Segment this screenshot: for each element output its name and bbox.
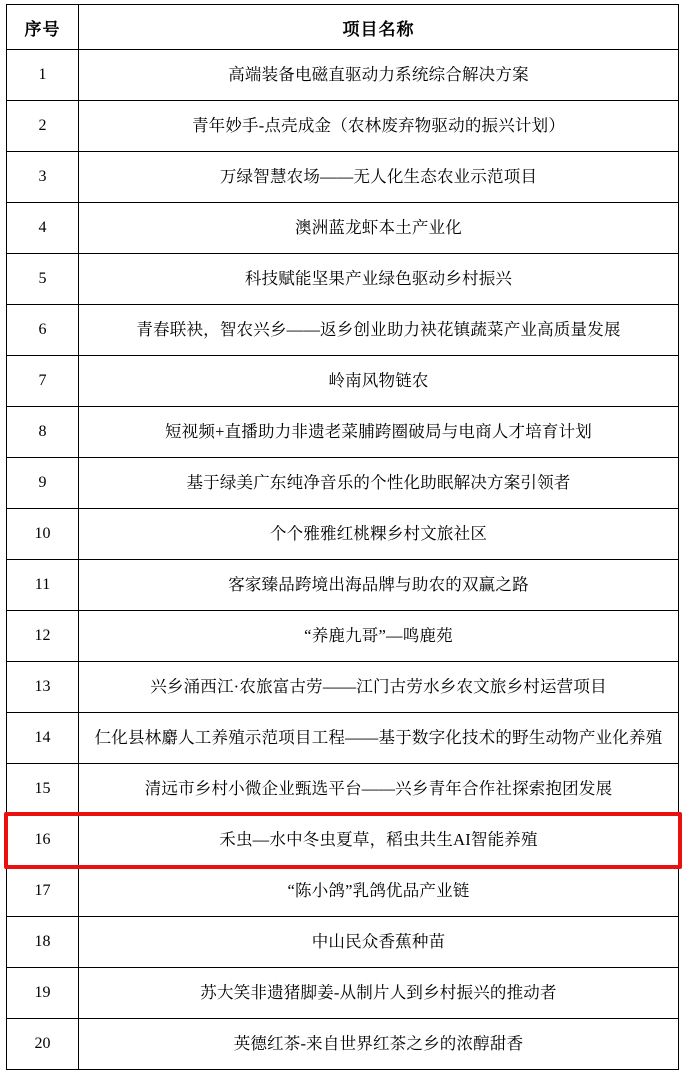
- row-project-name-cell: 万绿智慧农场——无人化生态农业示范项目: [79, 152, 679, 203]
- column-header-project-name: 项目名称: [79, 5, 679, 50]
- table-header: [7, 5, 679, 50]
- table-row: [7, 866, 679, 917]
- row-project-name-cell: 清远市乡村小微企业甄选平台——兴乡青年合作社探索抱团发展: [79, 764, 679, 815]
- row-project-name-cell: 禾虫—水中冬虫夏草，稻虫共生AI智能养殖: [79, 815, 679, 866]
- row-index-cell: 13: [7, 662, 79, 713]
- row-index-cell: 8: [7, 407, 79, 458]
- row-project-name-cell: 岭南风物链农: [79, 356, 679, 407]
- row-project-name-cell: 科技赋能坚果产业绿色驱动乡村振兴: [79, 254, 679, 305]
- row-project-name-cell: 仁化县林麝人工养殖示范项目工程——基于数字化技术的野生动物产业化养殖: [79, 713, 679, 764]
- row-project-name-cell: 苏大笑非遗猪脚姜-从制片人到乡村振兴的推动者: [79, 968, 679, 1019]
- row-index-cell: 10: [7, 509, 79, 560]
- table-row: [7, 305, 679, 356]
- table-row: [7, 203, 679, 254]
- table-row: [7, 509, 679, 560]
- table-row: [7, 50, 679, 101]
- row-index-cell: 12: [7, 611, 79, 662]
- table-row: [7, 764, 679, 815]
- row-index-cell: 4: [7, 203, 79, 254]
- row-index-cell: 6: [7, 305, 79, 356]
- table-row: [7, 356, 679, 407]
- row-index-cell: 16: [7, 815, 79, 866]
- table-row: [7, 407, 679, 458]
- row-index-cell: 11: [7, 560, 79, 611]
- row-project-name-cell: 英德红茶-来自世界红茶之乡的浓醇甜香: [79, 1019, 679, 1070]
- row-project-name-cell: 客家臻品跨境出海品牌与助农的双赢之路: [79, 560, 679, 611]
- table-row: [7, 1019, 679, 1070]
- row-index-cell: 5: [7, 254, 79, 305]
- table-row: [7, 662, 679, 713]
- row-index-cell: 1: [7, 50, 79, 101]
- row-project-name-cell: “养鹿九哥”—鸣鹿苑: [79, 611, 679, 662]
- table-row: [7, 152, 679, 203]
- row-project-name-cell: 基于绿美广东纯净音乐的个性化助眠解决方案引领者: [79, 458, 679, 509]
- row-index-cell: 15: [7, 764, 79, 815]
- table-row: [7, 101, 679, 152]
- table-row: [7, 254, 679, 305]
- row-index-cell: 2: [7, 101, 79, 152]
- row-index-cell: 7: [7, 356, 79, 407]
- row-index-cell: 9: [7, 458, 79, 509]
- project-list-table: [6, 4, 679, 1070]
- table-body: [7, 50, 679, 1070]
- table-header-row: [7, 5, 679, 50]
- row-project-name-cell: 个个雅雅红桃粿乡村文旅社区: [79, 509, 679, 560]
- row-project-name-cell: 兴乡涌西江·农旅富古劳——江门古劳水乡农文旅乡村运营项目: [79, 662, 679, 713]
- row-project-name-cell: 高端装备电磁直驱动力系统综合解决方案: [79, 50, 679, 101]
- table-row: [7, 458, 679, 509]
- row-project-name-cell: 澳洲蓝龙虾本土产业化: [79, 203, 679, 254]
- row-project-name-cell: 青年妙手-点壳成金（农林废弃物驱动的振兴计划）: [79, 101, 679, 152]
- row-project-name-cell: 短视频+直播助力非遗老菜脯跨圈破局与电商人才培育计划: [79, 407, 679, 458]
- row-index-cell: 19: [7, 968, 79, 1019]
- table-row: [7, 917, 679, 968]
- row-index-cell: 14: [7, 713, 79, 764]
- table-row: [7, 968, 679, 1019]
- row-index-cell: 18: [7, 917, 79, 968]
- row-index-cell: 20: [7, 1019, 79, 1070]
- column-header-index: 序号: [7, 5, 79, 50]
- table-row: [7, 815, 679, 866]
- row-index-cell: 3: [7, 152, 79, 203]
- row-project-name-cell: “陈小鸽”乳鸽优品产业链: [79, 866, 679, 917]
- row-project-name-cell: 青春联袂，智农兴乡——返乡创业助力袂花镇蔬菜产业高质量发展: [79, 305, 679, 356]
- table-row: [7, 560, 679, 611]
- row-project-name-cell: 中山民众香蕉种苗: [79, 917, 679, 968]
- table-row: [7, 611, 679, 662]
- row-index-cell: 17: [7, 866, 79, 917]
- table-row: [7, 713, 679, 764]
